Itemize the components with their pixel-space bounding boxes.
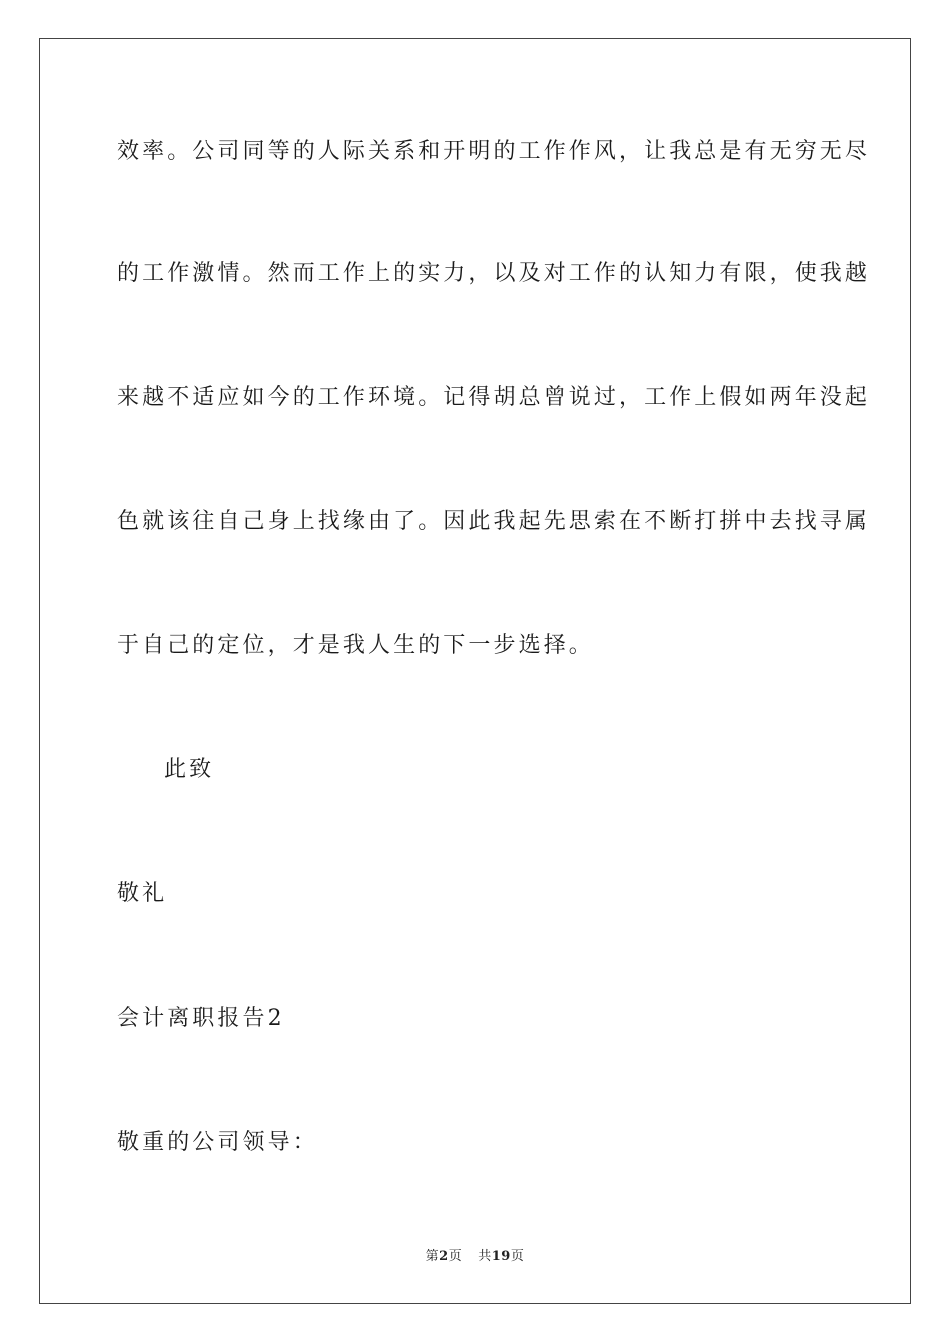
body-line-5: 于自己的定位，才是我人生的下一步选择。 bbox=[117, 633, 594, 658]
closing-phrase: 此致 bbox=[164, 757, 215, 782]
body-line-2: 的工作激情。然而工作上的实力，以及对工作的认知力有限，使我越 bbox=[117, 261, 871, 286]
body-line-4: 色就该往自己身上找缘由了。因此我起先思索在不断打拼中去找寻属 bbox=[117, 509, 871, 534]
section-heading: 会计离职报告2 bbox=[117, 1006, 285, 1031]
body-line-3: 来越不适应如今的工作环境。记得胡总曾说过，工作上假如两年没起 bbox=[117, 385, 871, 410]
total-prefix: 共 bbox=[478, 1249, 492, 1264]
respect-phrase: 敬礼 bbox=[117, 881, 168, 906]
page-frame bbox=[39, 38, 911, 1304]
page-prefix: 第 bbox=[425, 1249, 440, 1264]
total-pages: 19 bbox=[491, 1249, 511, 1264]
page-number: 2 bbox=[439, 1249, 449, 1264]
salutation: 敬重的公司领导： bbox=[117, 1130, 318, 1155]
body-line-1: 效率。公司同等的人际关系和开明的工作作风，让我总是有无穷无尽 bbox=[117, 139, 871, 164]
total-suffix: 页 bbox=[510, 1249, 525, 1264]
page-suffix: 页 bbox=[448, 1249, 463, 1264]
page-footer bbox=[0, 1248, 950, 1266]
